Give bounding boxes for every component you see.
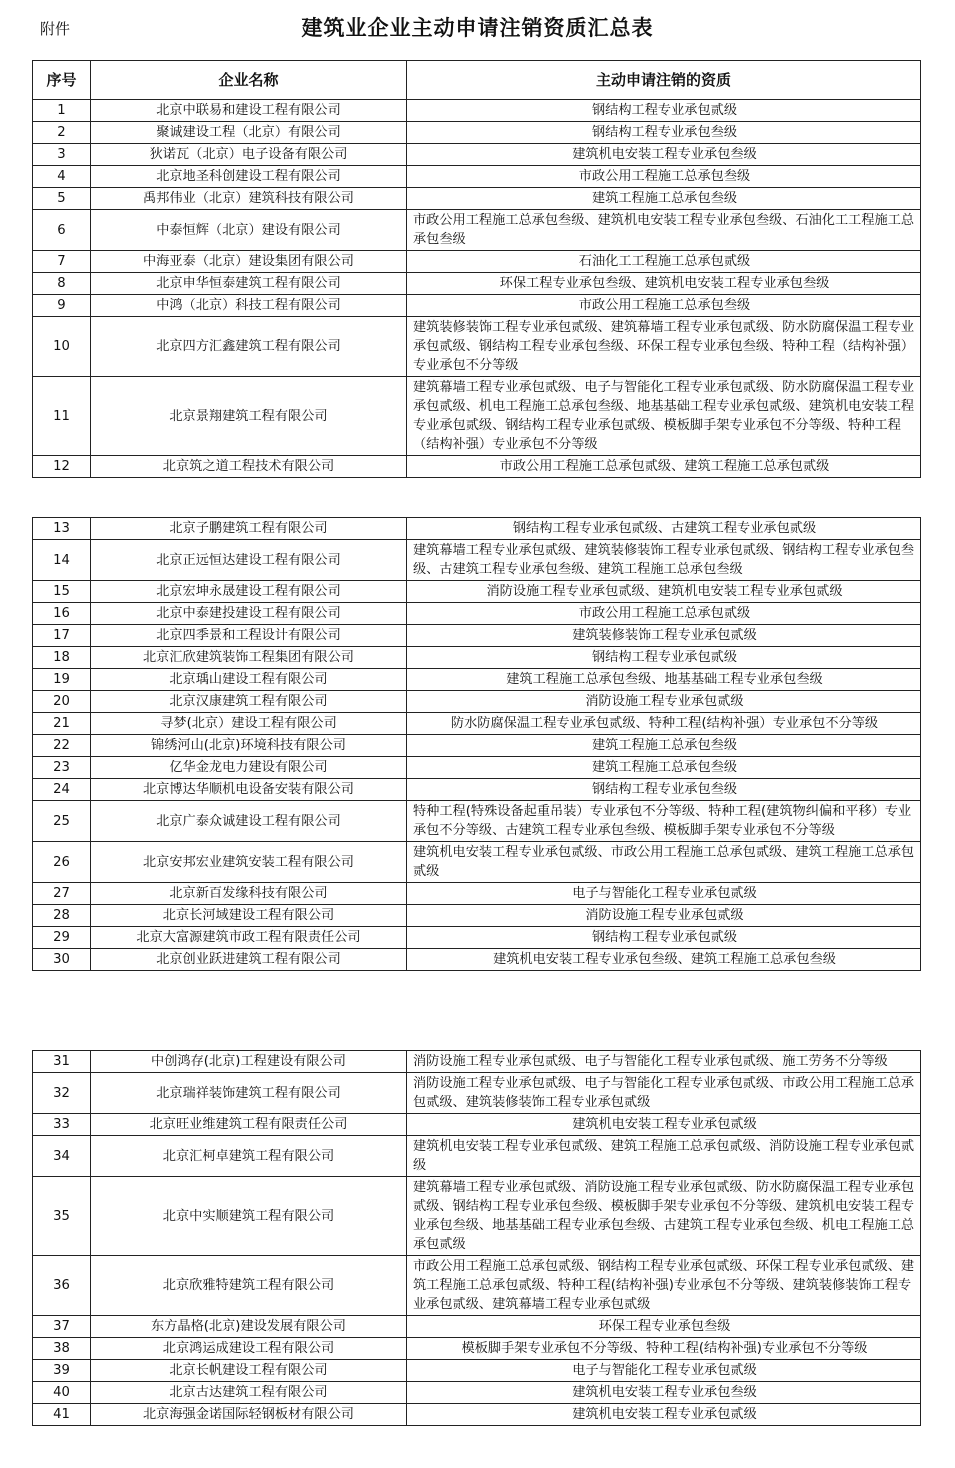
table-row bbox=[33, 251, 921, 273]
qualification: 建筑机电安装工程专业承包贰级、市政公用工程施工总承包贰级、建筑工程施工总承包贰级 bbox=[407, 842, 921, 883]
table-row bbox=[33, 317, 921, 377]
row-number: 23 bbox=[33, 757, 91, 779]
qualification: 市政公用工程施工总承包叁级、建筑机电安装工程专业承包叁级、石油化工工程施工总承包叁级 bbox=[407, 210, 921, 251]
company-name: 中海亚泰（北京）建设集团有限公司 bbox=[91, 251, 407, 273]
table-row bbox=[33, 377, 921, 456]
qualification: 消防设施工程专业承包贰级、电子与智能化工程专业承包贰级、施工劳务不分等级 bbox=[407, 1051, 921, 1073]
table-row bbox=[33, 1360, 921, 1382]
row-number: 5 bbox=[33, 188, 91, 210]
row-number: 13 bbox=[33, 518, 91, 540]
company-name: 北京中实顺建筑工程有限公司 bbox=[91, 1177, 407, 1256]
qualification: 市政公用工程施工总承包叁级 bbox=[407, 166, 921, 188]
row-number: 14 bbox=[33, 540, 91, 581]
qualification: 钢结构工程专业承包贰级 bbox=[407, 647, 921, 669]
table-row bbox=[33, 625, 921, 647]
qualification: 市政公用工程施工总承包贰级 bbox=[407, 603, 921, 625]
qualification: 市政公用工程施工总承包贰级、钢结构工程专业承包贰级、环保工程专业承包贰级、建筑工程施工总承包贰级、特种工程(结构补强)专业承包不分等级、建筑装修装饰工程专业承包贰级、建筑幕墙工程专业承包贰级 bbox=[407, 1256, 921, 1316]
table-row bbox=[33, 842, 921, 883]
company-name: 北京汉康建筑工程有限公司 bbox=[91, 691, 407, 713]
company-name: 北京鸿运成建设工程有限公司 bbox=[91, 1338, 407, 1360]
company-name: 亿华金龙电力建设有限公司 bbox=[91, 757, 407, 779]
row-number: 22 bbox=[33, 735, 91, 757]
company-name: 中泰恒辉（北京）建设有限公司 bbox=[91, 210, 407, 251]
row-number: 2 bbox=[33, 122, 91, 144]
qualification: 钢结构工程专业承包贰级 bbox=[407, 100, 921, 122]
row-number: 38 bbox=[33, 1338, 91, 1360]
table-row bbox=[33, 581, 921, 603]
row-number: 7 bbox=[33, 251, 91, 273]
row-number: 18 bbox=[33, 647, 91, 669]
company-name: 北京地圣科创建设工程有限公司 bbox=[91, 166, 407, 188]
qualification: 建筑幕墙工程专业承包贰级、建筑装修装饰工程专业承包贰级、钢结构工程专业承包叁级、古建筑工程专业承包叁级、建筑工程施工总承包叁级 bbox=[407, 540, 921, 581]
company-name: 北京四季景和工程设计有限公司 bbox=[91, 625, 407, 647]
table-row bbox=[33, 647, 921, 669]
company-name: 北京新百发缘科技有限公司 bbox=[91, 883, 407, 905]
table-row bbox=[33, 949, 921, 971]
company-name: 北京宏坤永晟建设工程有限公司 bbox=[91, 581, 407, 603]
row-number: 27 bbox=[33, 883, 91, 905]
company-name: 狄诺瓦（北京）电子设备有限公司 bbox=[91, 144, 407, 166]
table-row bbox=[33, 801, 921, 842]
qualification: 建筑幕墙工程专业承包贰级、电子与智能化工程专业承包贰级、防水防腐保温工程专业承包贰级、机电工程施工总承包叁级、地基基础工程专业承包贰级、建筑机电安装工程专业承包贰级、钢结构工程专业承包贰级、模板脚手架专业承包不分等级、特种工程（结构补强）专业承包不分等级 bbox=[407, 377, 921, 456]
qualification: 钢结构工程专业承包贰级、古建筑工程专业承包贰级 bbox=[407, 518, 921, 540]
company-name: 北京申华恒泰建筑工程有限公司 bbox=[91, 273, 407, 295]
qualification: 模板脚手架专业承包不分等级、特种工程(结构补强)专业承包不分等级 bbox=[407, 1338, 921, 1360]
qualification: 建筑工程施工总承包叁级 bbox=[407, 757, 921, 779]
table-row bbox=[33, 883, 921, 905]
company-name: 北京长帆建设工程有限公司 bbox=[91, 1360, 407, 1382]
qualification: 消防设施工程专业承包贰级 bbox=[407, 691, 921, 713]
row-number: 30 bbox=[33, 949, 91, 971]
row-number: 8 bbox=[33, 273, 91, 295]
table-row bbox=[33, 1136, 921, 1177]
company-name: 北京筑之道工程技术有限公司 bbox=[91, 456, 407, 478]
qualification: 建筑机电安装工程专业承包贰级 bbox=[407, 1114, 921, 1136]
qualification: 钢结构工程专业承包叁级 bbox=[407, 779, 921, 801]
table-row bbox=[33, 779, 921, 801]
table-row bbox=[33, 1073, 921, 1114]
column-header-qualification: 主动申请注销的资质 bbox=[407, 61, 921, 100]
column-header-number: 序号 bbox=[33, 61, 91, 100]
qualification: 钢结构工程专业承包叁级 bbox=[407, 122, 921, 144]
table-header-row bbox=[33, 61, 921, 100]
qualification: 市政公用工程施工总承包叁级 bbox=[407, 295, 921, 317]
row-number: 10 bbox=[33, 317, 91, 377]
table-row bbox=[33, 1404, 921, 1426]
qualification: 石油化工工程施工总承包贰级 bbox=[407, 251, 921, 273]
table-row bbox=[33, 188, 921, 210]
row-number: 39 bbox=[33, 1360, 91, 1382]
qualification: 钢结构工程专业承包贰级 bbox=[407, 927, 921, 949]
row-number: 12 bbox=[33, 456, 91, 478]
company-name: 北京中联易和建设工程有限公司 bbox=[91, 100, 407, 122]
row-number: 4 bbox=[33, 166, 91, 188]
qualification-table-part-2 bbox=[32, 517, 921, 971]
row-number: 28 bbox=[33, 905, 91, 927]
company-name: 北京博达华顺机电设备安装有限公司 bbox=[91, 779, 407, 801]
row-number: 9 bbox=[33, 295, 91, 317]
table-row bbox=[33, 691, 921, 713]
qualification: 电子与智能化工程专业承包贰级 bbox=[407, 883, 921, 905]
qualification: 建筑工程施工总承包叁级、地基基础工程专业承包叁级 bbox=[407, 669, 921, 691]
table-row bbox=[33, 210, 921, 251]
qualification: 环保工程专业承包叁级、建筑机电安装工程专业承包叁级 bbox=[407, 273, 921, 295]
table-row bbox=[33, 456, 921, 478]
qualification: 市政公用工程施工总承包贰级、建筑工程施工总承包贰级 bbox=[407, 456, 921, 478]
table-row bbox=[33, 669, 921, 691]
qualification: 电子与智能化工程专业承包贰级 bbox=[407, 1360, 921, 1382]
row-number: 25 bbox=[33, 801, 91, 842]
qualification: 建筑工程施工总承包叁级 bbox=[407, 735, 921, 757]
row-number: 41 bbox=[33, 1404, 91, 1426]
company-name: 北京四方汇鑫建筑工程有限公司 bbox=[91, 317, 407, 377]
row-number: 34 bbox=[33, 1136, 91, 1177]
table-row bbox=[33, 1114, 921, 1136]
table-row bbox=[33, 713, 921, 735]
company-name: 北京广泰众诚建设工程有限公司 bbox=[91, 801, 407, 842]
row-number: 40 bbox=[33, 1382, 91, 1404]
row-number: 15 bbox=[33, 581, 91, 603]
table-row bbox=[33, 1177, 921, 1256]
table-row bbox=[33, 295, 921, 317]
qualification: 建筑幕墙工程专业承包贰级、消防设施工程专业承包贰级、防水防腐保温工程专业承包贰级、钢结构工程专业承包叁级、模板脚手架专业承包不分等级、建筑机电安装工程专业承包叁级、地基基础工程专业承包叁级、古建筑工程专业承包叁级、机电工程施工总承包贰级 bbox=[407, 1177, 921, 1256]
table-row bbox=[33, 757, 921, 779]
qualification: 防水防腐保温工程专业承包贰级、特种工程(结构补强）专业承包不分等级 bbox=[407, 713, 921, 735]
row-number: 37 bbox=[33, 1316, 91, 1338]
qualification: 建筑机电安装工程专业承包叁级 bbox=[407, 1382, 921, 1404]
table-row bbox=[33, 735, 921, 757]
table-row bbox=[33, 166, 921, 188]
row-number: 6 bbox=[33, 210, 91, 251]
table-row bbox=[33, 927, 921, 949]
qualification-table-part-1 bbox=[32, 60, 921, 478]
table-row bbox=[33, 273, 921, 295]
company-name: 北京安邦宏业建筑安装工程有限公司 bbox=[91, 842, 407, 883]
company-name: 北京瑀山建设工程有限公司 bbox=[91, 669, 407, 691]
company-name: 北京汇欣建筑装饰工程集团有限公司 bbox=[91, 647, 407, 669]
company-name: 北京海强金诺国际轻钢板材有限公司 bbox=[91, 1404, 407, 1426]
company-name: 北京欣雅特建筑工程有限公司 bbox=[91, 1256, 407, 1316]
company-name: 聚诚建设工程（北京）有限公司 bbox=[91, 122, 407, 144]
table-row bbox=[33, 1256, 921, 1316]
row-number: 29 bbox=[33, 927, 91, 949]
row-number: 16 bbox=[33, 603, 91, 625]
qualification: 建筑机电安装工程专业承包叁级 bbox=[407, 144, 921, 166]
qualification: 环保工程专业承包叁级 bbox=[407, 1316, 921, 1338]
company-name: 中鸿（北京）科技工程有限公司 bbox=[91, 295, 407, 317]
table-row bbox=[33, 100, 921, 122]
row-number: 3 bbox=[33, 144, 91, 166]
qualification: 建筑工程施工总承包叁级 bbox=[407, 188, 921, 210]
row-number: 35 bbox=[33, 1177, 91, 1256]
company-name: 北京景翔建筑工程有限公司 bbox=[91, 377, 407, 456]
qualification: 建筑装修装饰工程专业承包贰级、建筑幕墙工程专业承包贰级、防水防腐保温工程专业承包贰级、钢结构工程专业承包叁级、环保工程专业承包叁级、特种工程（结构补强）专业承包不分等级 bbox=[407, 317, 921, 377]
row-number: 36 bbox=[33, 1256, 91, 1316]
company-name: 北京子鹏建筑工程有限公司 bbox=[91, 518, 407, 540]
qualification: 特种工程(特殊设备起重吊装）专业承包不分等级、特种工程(建筑物纠偏和平移）专业承包不分等级、古建筑工程专业承包叁级、模板脚手架专业承包不分等级 bbox=[407, 801, 921, 842]
qualification: 建筑机电安装工程专业承包贰级、建筑工程施工总承包贰级、消防设施工程专业承包贰级 bbox=[407, 1136, 921, 1177]
row-number: 31 bbox=[33, 1051, 91, 1073]
qualification: 消防设施工程专业承包贰级、建筑机电安装工程专业承包贰级 bbox=[407, 581, 921, 603]
attachment-label: 附件 bbox=[40, 20, 71, 38]
company-name: 北京大富源建筑市政工程有限责任公司 bbox=[91, 927, 407, 949]
company-name: 北京长河域建设工程有限公司 bbox=[91, 905, 407, 927]
company-name: 北京汇柯卓建筑工程有限公司 bbox=[91, 1136, 407, 1177]
company-name: 北京中泰建投建设工程有限公司 bbox=[91, 603, 407, 625]
qualification: 消防设施工程专业承包贰级 bbox=[407, 905, 921, 927]
table-row bbox=[33, 1382, 921, 1404]
company-name: 东方晶格(北京)建设发展有限公司 bbox=[91, 1316, 407, 1338]
row-number: 17 bbox=[33, 625, 91, 647]
row-number: 11 bbox=[33, 377, 91, 456]
table-row bbox=[33, 1316, 921, 1338]
table-row bbox=[33, 1338, 921, 1360]
row-number: 24 bbox=[33, 779, 91, 801]
row-number: 33 bbox=[33, 1114, 91, 1136]
company-name: 禹邦伟业（北京）建筑科技有限公司 bbox=[91, 188, 407, 210]
company-name: 锦绣河山(北京)环境科技有限公司 bbox=[91, 735, 407, 757]
table-row bbox=[33, 540, 921, 581]
table-row bbox=[33, 122, 921, 144]
table-row bbox=[33, 1051, 921, 1073]
qualification: 建筑机电安装工程专业承包贰级 bbox=[407, 1404, 921, 1426]
qualification: 建筑机电安装工程专业承包叁级、建筑工程施工总承包叁级 bbox=[407, 949, 921, 971]
qualification-table-part-3 bbox=[32, 1050, 921, 1426]
row-number: 20 bbox=[33, 691, 91, 713]
page-title: 建筑业企业主动申请注销资质汇总表 bbox=[301, 16, 654, 40]
qualification: 消防设施工程专业承包贰级、电子与智能化工程专业承包贰级、市政公用工程施工总承包贰级、建筑装修装饰工程专业承包贰级 bbox=[407, 1073, 921, 1114]
row-number: 21 bbox=[33, 713, 91, 735]
company-name: 寻梦(北京）建设工程有限公司 bbox=[91, 713, 407, 735]
row-number: 1 bbox=[33, 100, 91, 122]
company-name: 北京创业跃进建筑工程有限公司 bbox=[91, 949, 407, 971]
company-name: 北京正远恒达建设工程有限公司 bbox=[91, 540, 407, 581]
table-row bbox=[33, 603, 921, 625]
row-number: 26 bbox=[33, 842, 91, 883]
company-name: 北京古达建筑工程有限公司 bbox=[91, 1382, 407, 1404]
company-name: 中创鸿存(北京)工程建设有限公司 bbox=[91, 1051, 407, 1073]
row-number: 19 bbox=[33, 669, 91, 691]
company-name: 北京旺业维建筑工程有限责任公司 bbox=[91, 1114, 407, 1136]
qualification: 建筑装修装饰工程专业承包贰级 bbox=[407, 625, 921, 647]
table-row bbox=[33, 144, 921, 166]
row-number: 32 bbox=[33, 1073, 91, 1114]
company-name: 北京瑞祥装饰建筑工程有限公司 bbox=[91, 1073, 407, 1114]
column-header-company: 企业名称 bbox=[91, 61, 407, 100]
table-row bbox=[33, 518, 921, 540]
table-row bbox=[33, 905, 921, 927]
